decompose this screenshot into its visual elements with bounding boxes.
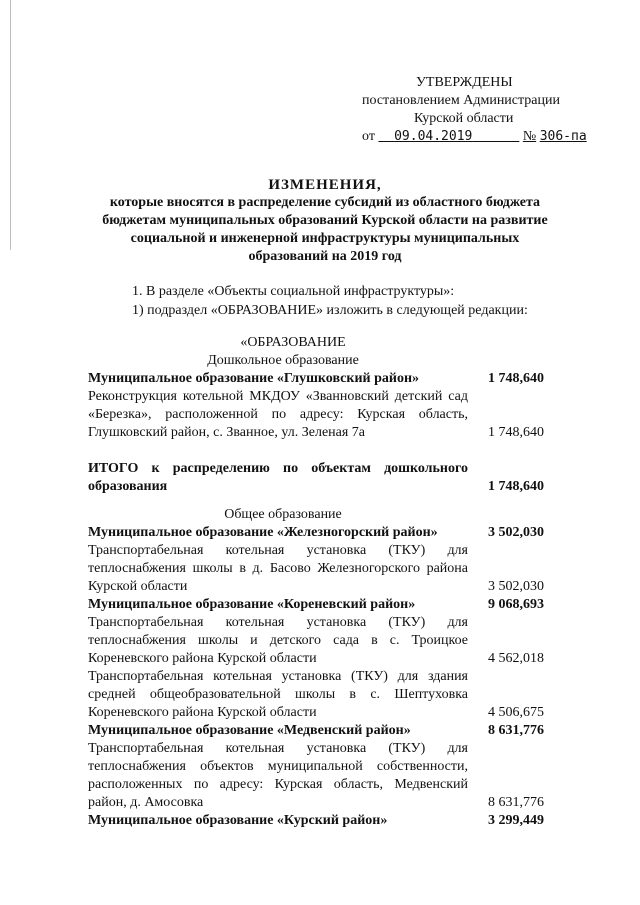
date-prefix: от bbox=[362, 129, 375, 144]
approval-date-line bbox=[360, 128, 600, 146]
title-heading: ИЗМЕНЕНИЯ, bbox=[268, 177, 382, 193]
row-amount: 3 299,449 bbox=[488, 813, 544, 828]
table-row bbox=[88, 370, 588, 388]
table-row bbox=[88, 542, 588, 596]
table-row bbox=[88, 740, 588, 812]
row-label: ИТОГО к распределению по объектам дошкольного образования bbox=[88, 461, 468, 494]
title-line-3: социальной и инженерной инфраструктуры муниципальных bbox=[130, 231, 520, 246]
table-row bbox=[88, 812, 588, 830]
row-amount: 3 502,030 bbox=[488, 525, 544, 540]
margin-line bbox=[10, 0, 11, 250]
row-label: Транспортабельная котельная установка (ТКУ) для теплоснабжения школы в д. Басово Железногорского района Курской области bbox=[88, 543, 468, 594]
document-title bbox=[100, 176, 550, 266]
row-label: Транспортабельная котельная установка (ТКУ) для здания средней общеобразовательной школы в с. Шептуховка Кореневского района Курской области bbox=[88, 669, 468, 720]
row-label: Реконструкция котельной МКДОУ «Званновский детский сад «Березка», расположенной по адресу: Курская область, Глушковский район, с. Званное, ул. Зеленая 7а bbox=[88, 389, 468, 440]
table-row bbox=[88, 388, 588, 442]
intro-block bbox=[132, 282, 602, 320]
row-amount: 4 562,018 bbox=[488, 651, 544, 666]
general-heading: Общее образование bbox=[224, 507, 342, 522]
row-label: Муниципальное образование «Кореневский район» bbox=[88, 597, 416, 612]
approval-date: 09.04.2019 bbox=[394, 129, 473, 144]
intro-point-2: 1) подраздел «ОБРАЗОВАНИЕ» изложить в следующей редакции: bbox=[132, 303, 528, 318]
row-label: Муниципальное образование «Курский район» bbox=[88, 813, 388, 828]
table-row bbox=[88, 668, 588, 722]
title-line-2: бюджетам муниципальных образований Курской области на развитие bbox=[102, 213, 548, 228]
row-amount: 1 748,640 bbox=[488, 371, 544, 386]
table-row bbox=[88, 596, 588, 614]
row-amount: 1 748,640 bbox=[488, 425, 544, 440]
row-amount: 8 631,776 bbox=[488, 795, 544, 810]
row-label: Муниципальное образование «Глушковский район» bbox=[88, 371, 420, 386]
table-row bbox=[88, 460, 588, 496]
number-prefix: № bbox=[522, 129, 537, 144]
row-amount: 8 631,776 bbox=[488, 723, 544, 738]
row-label: Транспортабельная котельная установка (ТКУ) для теплоснабжения школы и детского сада в с. Троицкое Кореневского района Курской области bbox=[88, 615, 468, 666]
title-line-1: которые вносятся в распределение субсидий из областного бюджета bbox=[109, 195, 541, 210]
preschool-heading: Дошкольное образование bbox=[207, 353, 359, 368]
intro-point-1: 1. В разделе «Объекты социальной инфраструктуры»: bbox=[132, 284, 455, 299]
section-title: «ОБРАЗОВАНИЕ bbox=[240, 335, 346, 350]
row-amount: 4 506,675 bbox=[488, 705, 544, 720]
approval-line-2: постановлением Администрации bbox=[362, 93, 560, 108]
row-amount: 3 502,030 bbox=[488, 579, 544, 594]
row-label: Муниципальное образование «Медвенский район» bbox=[88, 723, 411, 738]
title-line-4: образований на 2019 год bbox=[248, 249, 402, 264]
row-label: Транспортабельная котельная установка (ТКУ) для теплоснабжения объектов муниципальной собственности, расположенных по адресу: Курская область, Медвенский район, д. Амосовка bbox=[88, 741, 468, 810]
table-row bbox=[88, 524, 588, 542]
row-amount: 9 068,693 bbox=[488, 597, 544, 612]
approval-line-3: Курской области bbox=[414, 111, 514, 126]
approval-line-1: УТВЕРЖДЕНЫ bbox=[416, 75, 513, 90]
row-label: Муниципальное образование «Железногорский район» bbox=[88, 525, 438, 540]
subsidy-table bbox=[88, 334, 588, 830]
table-row bbox=[88, 722, 588, 740]
row-amount: 1 748,640 bbox=[488, 479, 544, 494]
approval-block bbox=[360, 74, 600, 146]
table-row bbox=[88, 614, 588, 668]
approval-number: 306-па bbox=[539, 129, 587, 144]
